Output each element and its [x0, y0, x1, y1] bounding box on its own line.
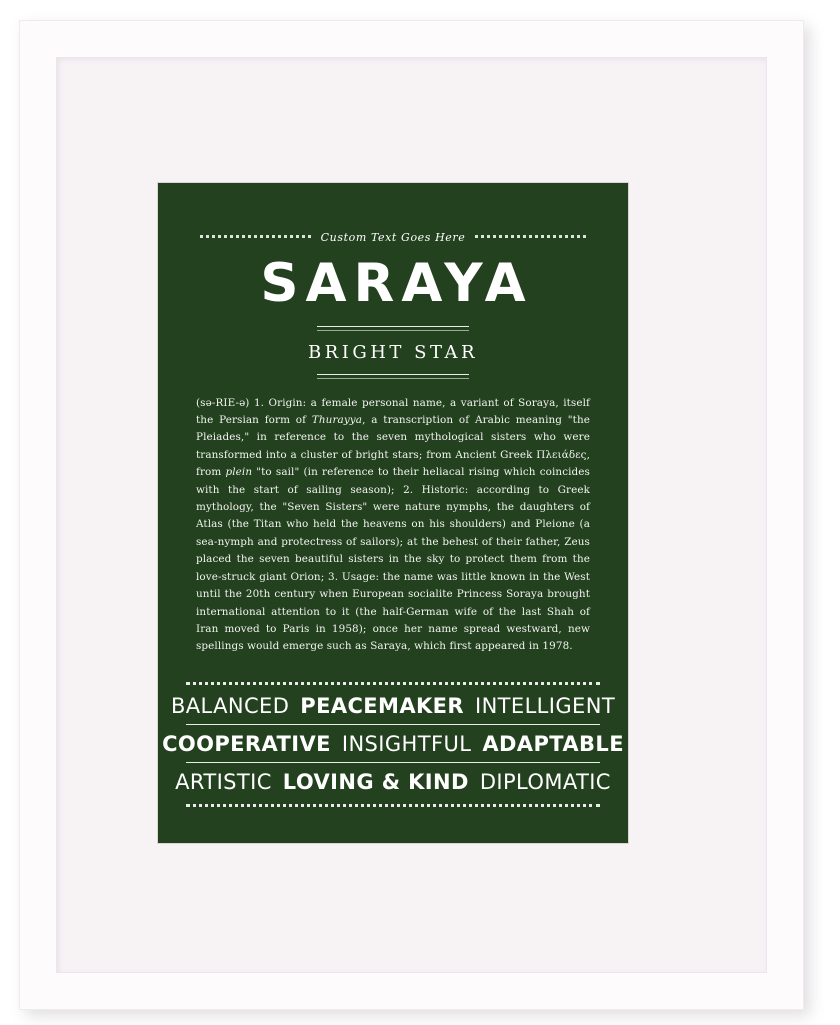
trait-word: DIPLOMATIC [479, 769, 611, 794]
trait-word: ARTISTIC [175, 769, 272, 794]
rule-below-meaning [317, 374, 469, 375]
trait-word: INTELLIGENT [474, 693, 616, 718]
traits-block [162, 682, 624, 807]
trait-word: INSIGHTFUL [341, 731, 472, 756]
trait-row-1 [170, 687, 616, 724]
definition-text: (sə-RIE-ə) 1. Origin: a female personal name, a variant of Soraya, itself the Persian form of Thurayya, a transcription of Arabic meaning "the Pleiades," in reference to the seven mythological sisters who were transformed into a cluster of bright stars; from Ancient Greek Πλειάδες, from plein "to sail" (in reference to their heliacal rising which coincides with the start of sailing season); 2. Historic: according to Greek mythology, the "Seven Sisters" were nature nymphs, the daughters of Atlas (the Titan who held the heavens on his shoulders) and Pleione (a sea-nymph and protectress of sailors); at the behest of their father, Zeus placed the seven beautiful sisters in the sky to protect them from the love-struck giant Orion; 3. Usage: the name was little known in the West until the 20th century when European socialite Princess Soraya brought international attention to it (the half-German wife of the last Shah of Iran moved to Paris in 1958); once her name spread westward, new spellings would emerge such as Saraya, which first appeared in 1978. [196, 396, 591, 653]
rule-below-meaning-thin [317, 378, 469, 379]
trait-word: LOVING & KIND [282, 769, 469, 794]
rule-above-meaning-thin [317, 330, 469, 331]
trait-word: BALANCED [170, 693, 290, 718]
meaning-block [158, 326, 628, 379]
traits-dotted-rule-bottom [186, 804, 600, 807]
trait-row-3 [175, 763, 611, 800]
dotted-line-left [200, 232, 311, 238]
name-meaning: BRIGHT STAR [307, 341, 479, 363]
art-print [158, 183, 628, 843]
custom-text-row [158, 231, 628, 244]
custom-text: Custom Text Goes Here [320, 231, 466, 244]
trait-word: ADAPTABLE [482, 731, 624, 756]
trait-word: PEACEMAKER [300, 693, 464, 718]
dotted-line-right [475, 232, 586, 238]
rule-above-meaning [317, 326, 469, 327]
name-title: SARAYA [260, 253, 533, 314]
trait-row-2 [162, 725, 624, 762]
picture-frame [19, 20, 804, 1010]
traits-dotted-rule-top [186, 682, 600, 685]
trait-word: COOPERATIVE [162, 731, 331, 756]
